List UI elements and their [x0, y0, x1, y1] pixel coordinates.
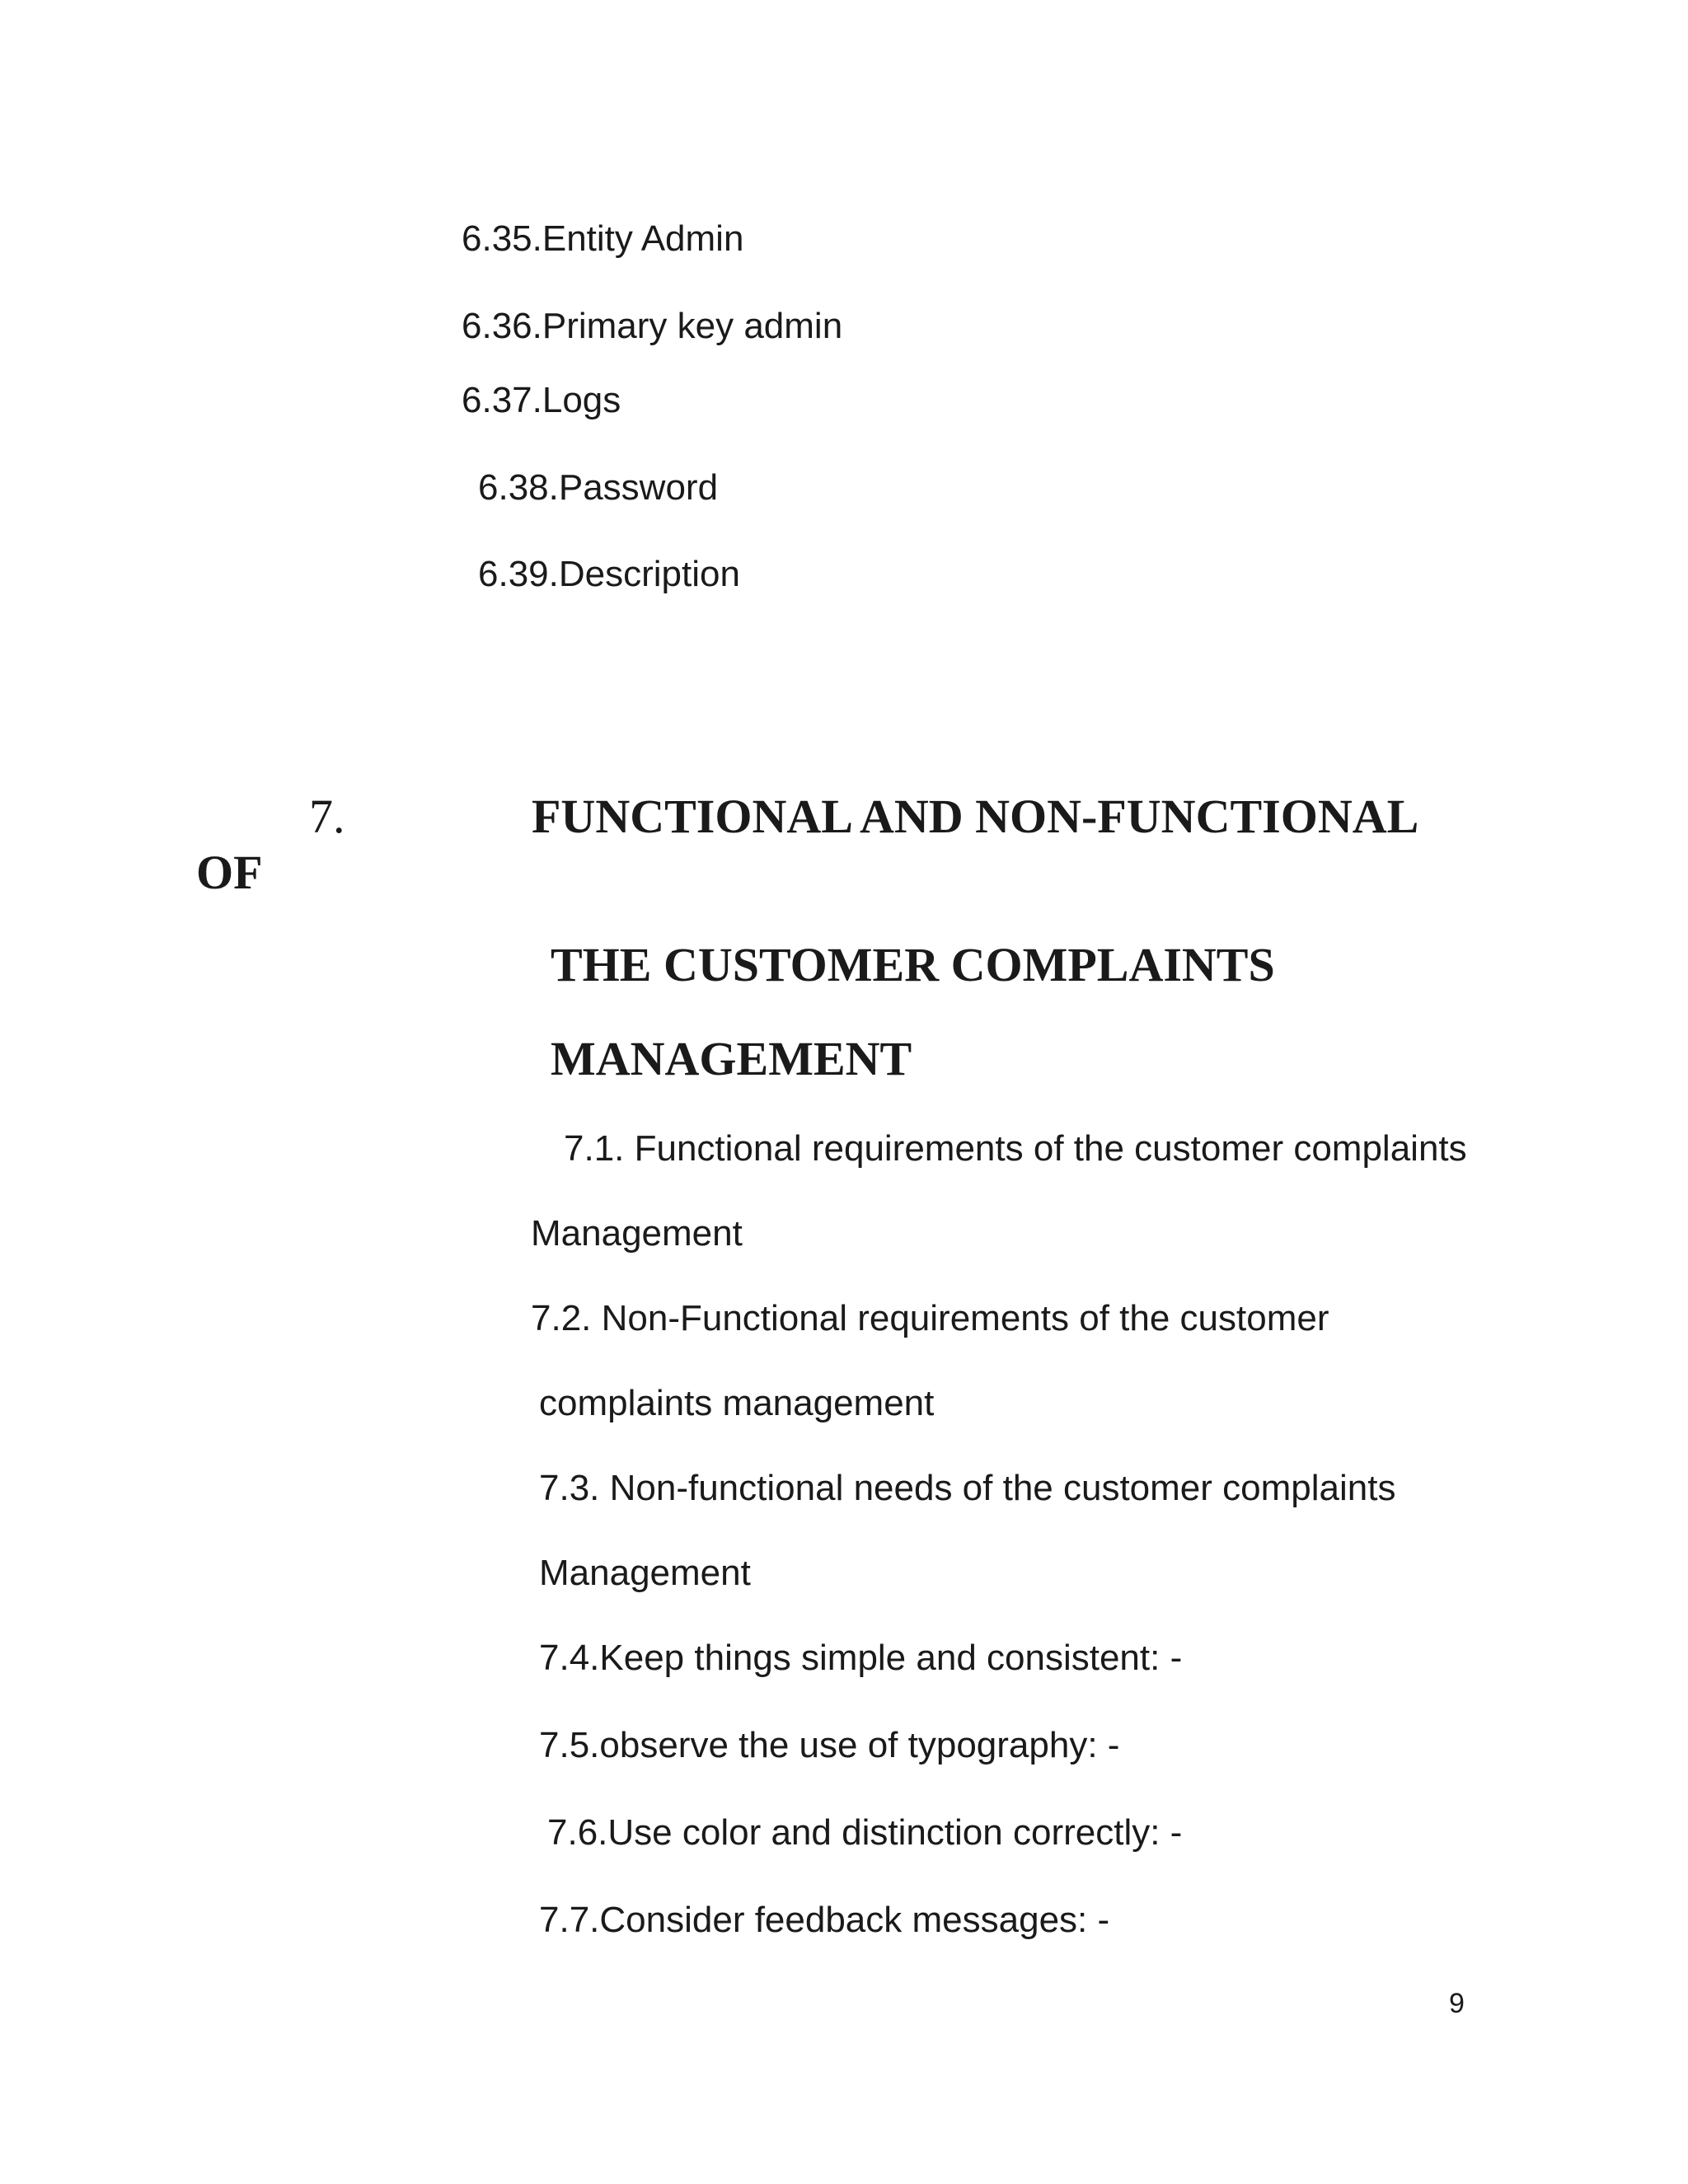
section-title-line3: MANAGEMENT [551, 1032, 912, 1085]
toc-entry-6-37: 6.37.Logs [462, 380, 621, 420]
toc-entry-7-3-cont: Management [539, 1553, 751, 1593]
section-title-of: OF [196, 846, 263, 899]
page-number: 9 [1449, 1988, 1465, 2019]
toc-entry-7-3: 7.3. Non-functional needs of the customer complaints [539, 1468, 1396, 1508]
section-number: 7. [309, 790, 345, 843]
toc-entry-6-35: 6.35.Entity Admin [462, 218, 744, 259]
toc-entry-6-38: 6.38.Password [478, 467, 719, 508]
toc-entry-7-6: 7.6.Use color and distinction correctly: - [547, 1812, 1183, 1853]
toc-entry-7-2-cont: complaints management [539, 1383, 935, 1423]
section-title-line1: FUNCTIONAL AND NON-FUNCTIONAL [532, 790, 1419, 843]
toc-entry-7-4: 7.4.Keep things simple and consistent: - [539, 1638, 1183, 1678]
toc-entry-6-39: 6.39.Description [478, 554, 740, 594]
toc-entry-6-36: 6.36.Primary key admin [462, 306, 843, 346]
section-title-line2: THE CUSTOMER COMPLAINTS [551, 938, 1275, 991]
toc-entry-7-1-cont: Management [531, 1213, 743, 1254]
toc-entry-7-5: 7.5.observe the use of typography: - [539, 1725, 1120, 1765]
toc-entry-7-7: 7.7.Consider feedback messages: - [539, 1900, 1110, 1940]
toc-entry-7-2: 7.2. Non-Functional requirements of the customer [531, 1298, 1329, 1338]
toc-entry-7-1: 7.1. Functional requirements of the customer complaints [564, 1128, 1467, 1169]
